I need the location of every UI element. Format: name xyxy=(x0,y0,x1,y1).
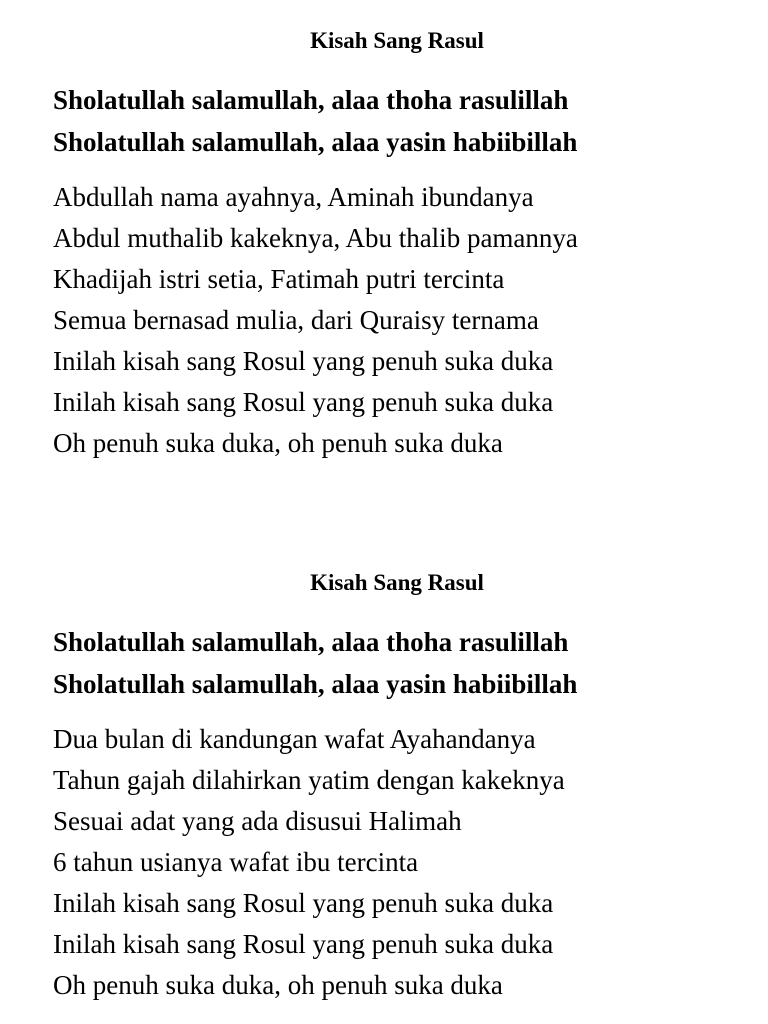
verse-line: Inilah kisah sang Rosul yang penuh suka duka xyxy=(53,387,554,417)
verse-line: Semua bernasad mulia, dari Quraisy ternama xyxy=(53,305,539,335)
chorus-line: Sholatullah salamullah, alaa yasin habiibillah xyxy=(53,127,578,157)
verse-line: Abdullah nama ayahnya, Aminah ibundanya xyxy=(53,182,534,212)
chorus xyxy=(0,79,768,163)
song-title: Kisah Sang Rasul xyxy=(310,28,484,53)
verse-line: Oh penuh suka duka, oh penuh suka duka xyxy=(53,428,503,458)
chorus xyxy=(0,621,768,705)
verse xyxy=(0,719,768,1006)
verse-line: Inilah kisah sang Rosul yang penuh suka duka xyxy=(53,888,554,918)
verse-line: Oh penuh suka duka, oh penuh suka duka xyxy=(53,970,503,1000)
verse-line: Tahun gajah dilahirkan yatim dengan kakeknya xyxy=(53,765,565,795)
verse xyxy=(0,177,768,464)
song-title: Kisah Sang Rasul xyxy=(310,570,484,595)
verse-line: Abdul muthalib kakeknya, Abu thalib pamannya xyxy=(53,223,578,253)
chorus-line: Sholatullah salamullah, alaa yasin habiibillah xyxy=(53,669,578,699)
verse-line: Dua bulan di kandungan wafat Ayahandanya xyxy=(53,724,536,754)
verse-line: Khadijah istri setia, Fatimah putri tercinta xyxy=(53,264,505,294)
verse-line: 6 tahun usianya wafat ibu tercinta xyxy=(53,847,419,877)
song-section-2 xyxy=(0,568,768,1006)
verse-line: Inilah kisah sang Rosul yang penuh suka duka xyxy=(53,346,554,376)
song-section-1 xyxy=(0,26,768,464)
chorus-line: Sholatullah salamullah, alaa thoha rasulillah xyxy=(53,627,569,657)
chorus-line: Sholatullah salamullah, alaa thoha rasulillah xyxy=(53,85,569,115)
verse-line: Sesuai adat yang ada disusui Halimah xyxy=(53,806,462,836)
verse-line: Inilah kisah sang Rosul yang penuh suka duka xyxy=(53,929,554,959)
